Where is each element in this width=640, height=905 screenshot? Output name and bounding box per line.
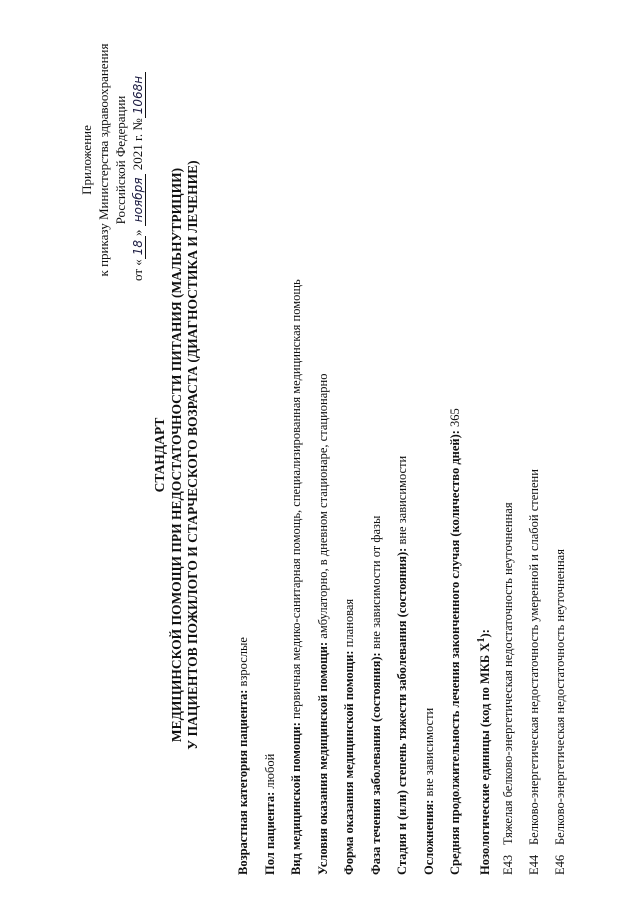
field-care-conditions xyxy=(310,175,337,875)
field-label: Пол пациента: xyxy=(262,791,277,875)
field-label: Вид медицинской помощи: xyxy=(289,722,303,875)
field-value: вне зависимости xyxy=(395,455,409,548)
appendix-header xyxy=(78,35,147,285)
field-label-text: Нозологические единицы (код по МКБ X xyxy=(477,642,492,875)
field-value: амбулаторно, в дневном стационаре, стационарно xyxy=(315,373,330,642)
field-value: 365 xyxy=(448,408,462,431)
field-label: Возрастная категория пациента: xyxy=(236,689,250,875)
field-value: взрослые xyxy=(236,637,250,690)
field-label: Условия оказания медицинской помощи: xyxy=(315,641,330,875)
order-day-handwritten: 18 xyxy=(131,236,146,259)
title-line-2: У ПАЦИЕНТОВ ПОЖИЛОГО И СТАРЧЕСКОГО ВОЗРАСТА (ДИАГНОСТИКА И ЛЕЧЕНИЕ) xyxy=(185,160,200,750)
mkb-code: E43 xyxy=(501,854,515,875)
field-label: Осложнения: xyxy=(421,799,436,875)
field-disease-stage xyxy=(389,175,416,875)
footnote-marker: 1 xyxy=(475,637,487,643)
field-value: первичная медико-санитарная помощь, специализированная медицинская помощь xyxy=(289,279,303,723)
mkb-code: E46 xyxy=(553,854,567,875)
field-care-form xyxy=(336,175,363,875)
nosology-code-list xyxy=(495,175,573,875)
field-treatment-duration xyxy=(442,175,469,875)
field-label: Форма оказания медицинской помощи: xyxy=(342,650,356,875)
field-value: любой xyxy=(262,753,277,792)
title-standard: СТАНДАРТ xyxy=(152,417,167,493)
field-complications xyxy=(416,175,443,875)
field-value: плановая xyxy=(342,598,356,651)
appendix-line-federation: Российской Федерации xyxy=(113,95,128,225)
field-care-type xyxy=(283,175,310,875)
mkb-name: Белково-энергетическая недостаточность умеренной и слабой степени xyxy=(527,469,541,845)
appendix-line-ministry: к приказу Министерства здравоохранения xyxy=(96,43,111,277)
code-row xyxy=(495,175,521,875)
appendix-title: Приложение xyxy=(79,125,94,195)
mkb-name: Тяжелая белково-энергетическая недостаточность неуточненная xyxy=(501,502,515,845)
title-line-1: МЕДИЦИНСКОЙ ПОМОЩИ ПРИ НЕДОСТАТОЧНОСТИ ПИТАНИЯ (МАЛЬНУТРИЦИИ) xyxy=(169,167,184,743)
order-date-line xyxy=(129,35,147,281)
field-label: Стадия и (или) степень тяжести заболевания (состояния): xyxy=(395,547,409,875)
field-sex xyxy=(257,175,284,875)
order-number-handwritten: 1068н xyxy=(131,72,146,118)
field-label-tail: ): xyxy=(477,629,492,638)
field-label xyxy=(475,629,492,875)
field-age-category xyxy=(230,175,257,875)
mkb-name: Белково-энергетическая недостаточность неуточненная xyxy=(553,549,567,845)
code-row xyxy=(547,175,573,875)
mkb-code: E44 xyxy=(527,854,541,875)
order-prefix: от « xyxy=(130,259,145,281)
field-label: Фаза течения заболевания (состояния): xyxy=(368,652,383,875)
order-month-handwritten: ноября xyxy=(131,174,146,227)
field-label: Средняя продолжительность лечения законченного случая (количество дней): xyxy=(448,430,462,875)
field-value: вне зависимости от фазы xyxy=(368,515,383,653)
document-title xyxy=(152,95,201,815)
order-mid: » xyxy=(130,229,145,236)
standard-fields xyxy=(230,175,495,875)
field-value: вне зависимости xyxy=(421,707,436,800)
field-disease-phase xyxy=(363,175,390,875)
field-nosological-units xyxy=(469,175,496,875)
order-year: 2021 г. № xyxy=(130,118,145,171)
code-row xyxy=(521,175,547,875)
